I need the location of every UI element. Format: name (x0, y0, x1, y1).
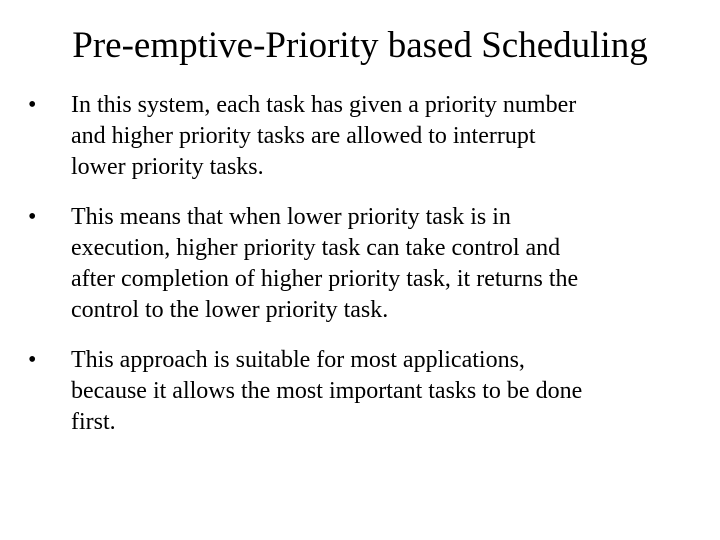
bullet-text-line: first. (71, 409, 116, 435)
bullet-item (28, 202, 698, 326)
bullet-text-line: This means that when lower priority task is in (71, 204, 511, 230)
bullet-marker: • (28, 347, 37, 373)
bullet-text-line: and higher priority tasks are allowed to interrupt (71, 123, 536, 149)
bullet-text-line: This approach is suitable for most applications, (71, 347, 525, 373)
bullet-list (28, 90, 698, 457)
bullet-item (28, 90, 698, 183)
bullet-item (28, 345, 698, 438)
bullet-text-line: lower priority tasks. (71, 154, 264, 180)
bullet-marker: • (28, 204, 37, 230)
slide-title: Pre-emptive-Priority based Scheduling (72, 25, 648, 66)
bullet-marker: • (28, 92, 37, 118)
bullet-text-line: execution, higher priority task can take control and (71, 235, 561, 261)
bullet-text-line: because it allows the most important tasks to be done (71, 378, 583, 404)
bullet-text-line: after completion of higher priority task, it returns the (71, 266, 579, 292)
bullet-text-line: In this system, each task has given a priority number (71, 92, 577, 118)
bullet-text-line: control to the lower priority task. (71, 297, 389, 323)
